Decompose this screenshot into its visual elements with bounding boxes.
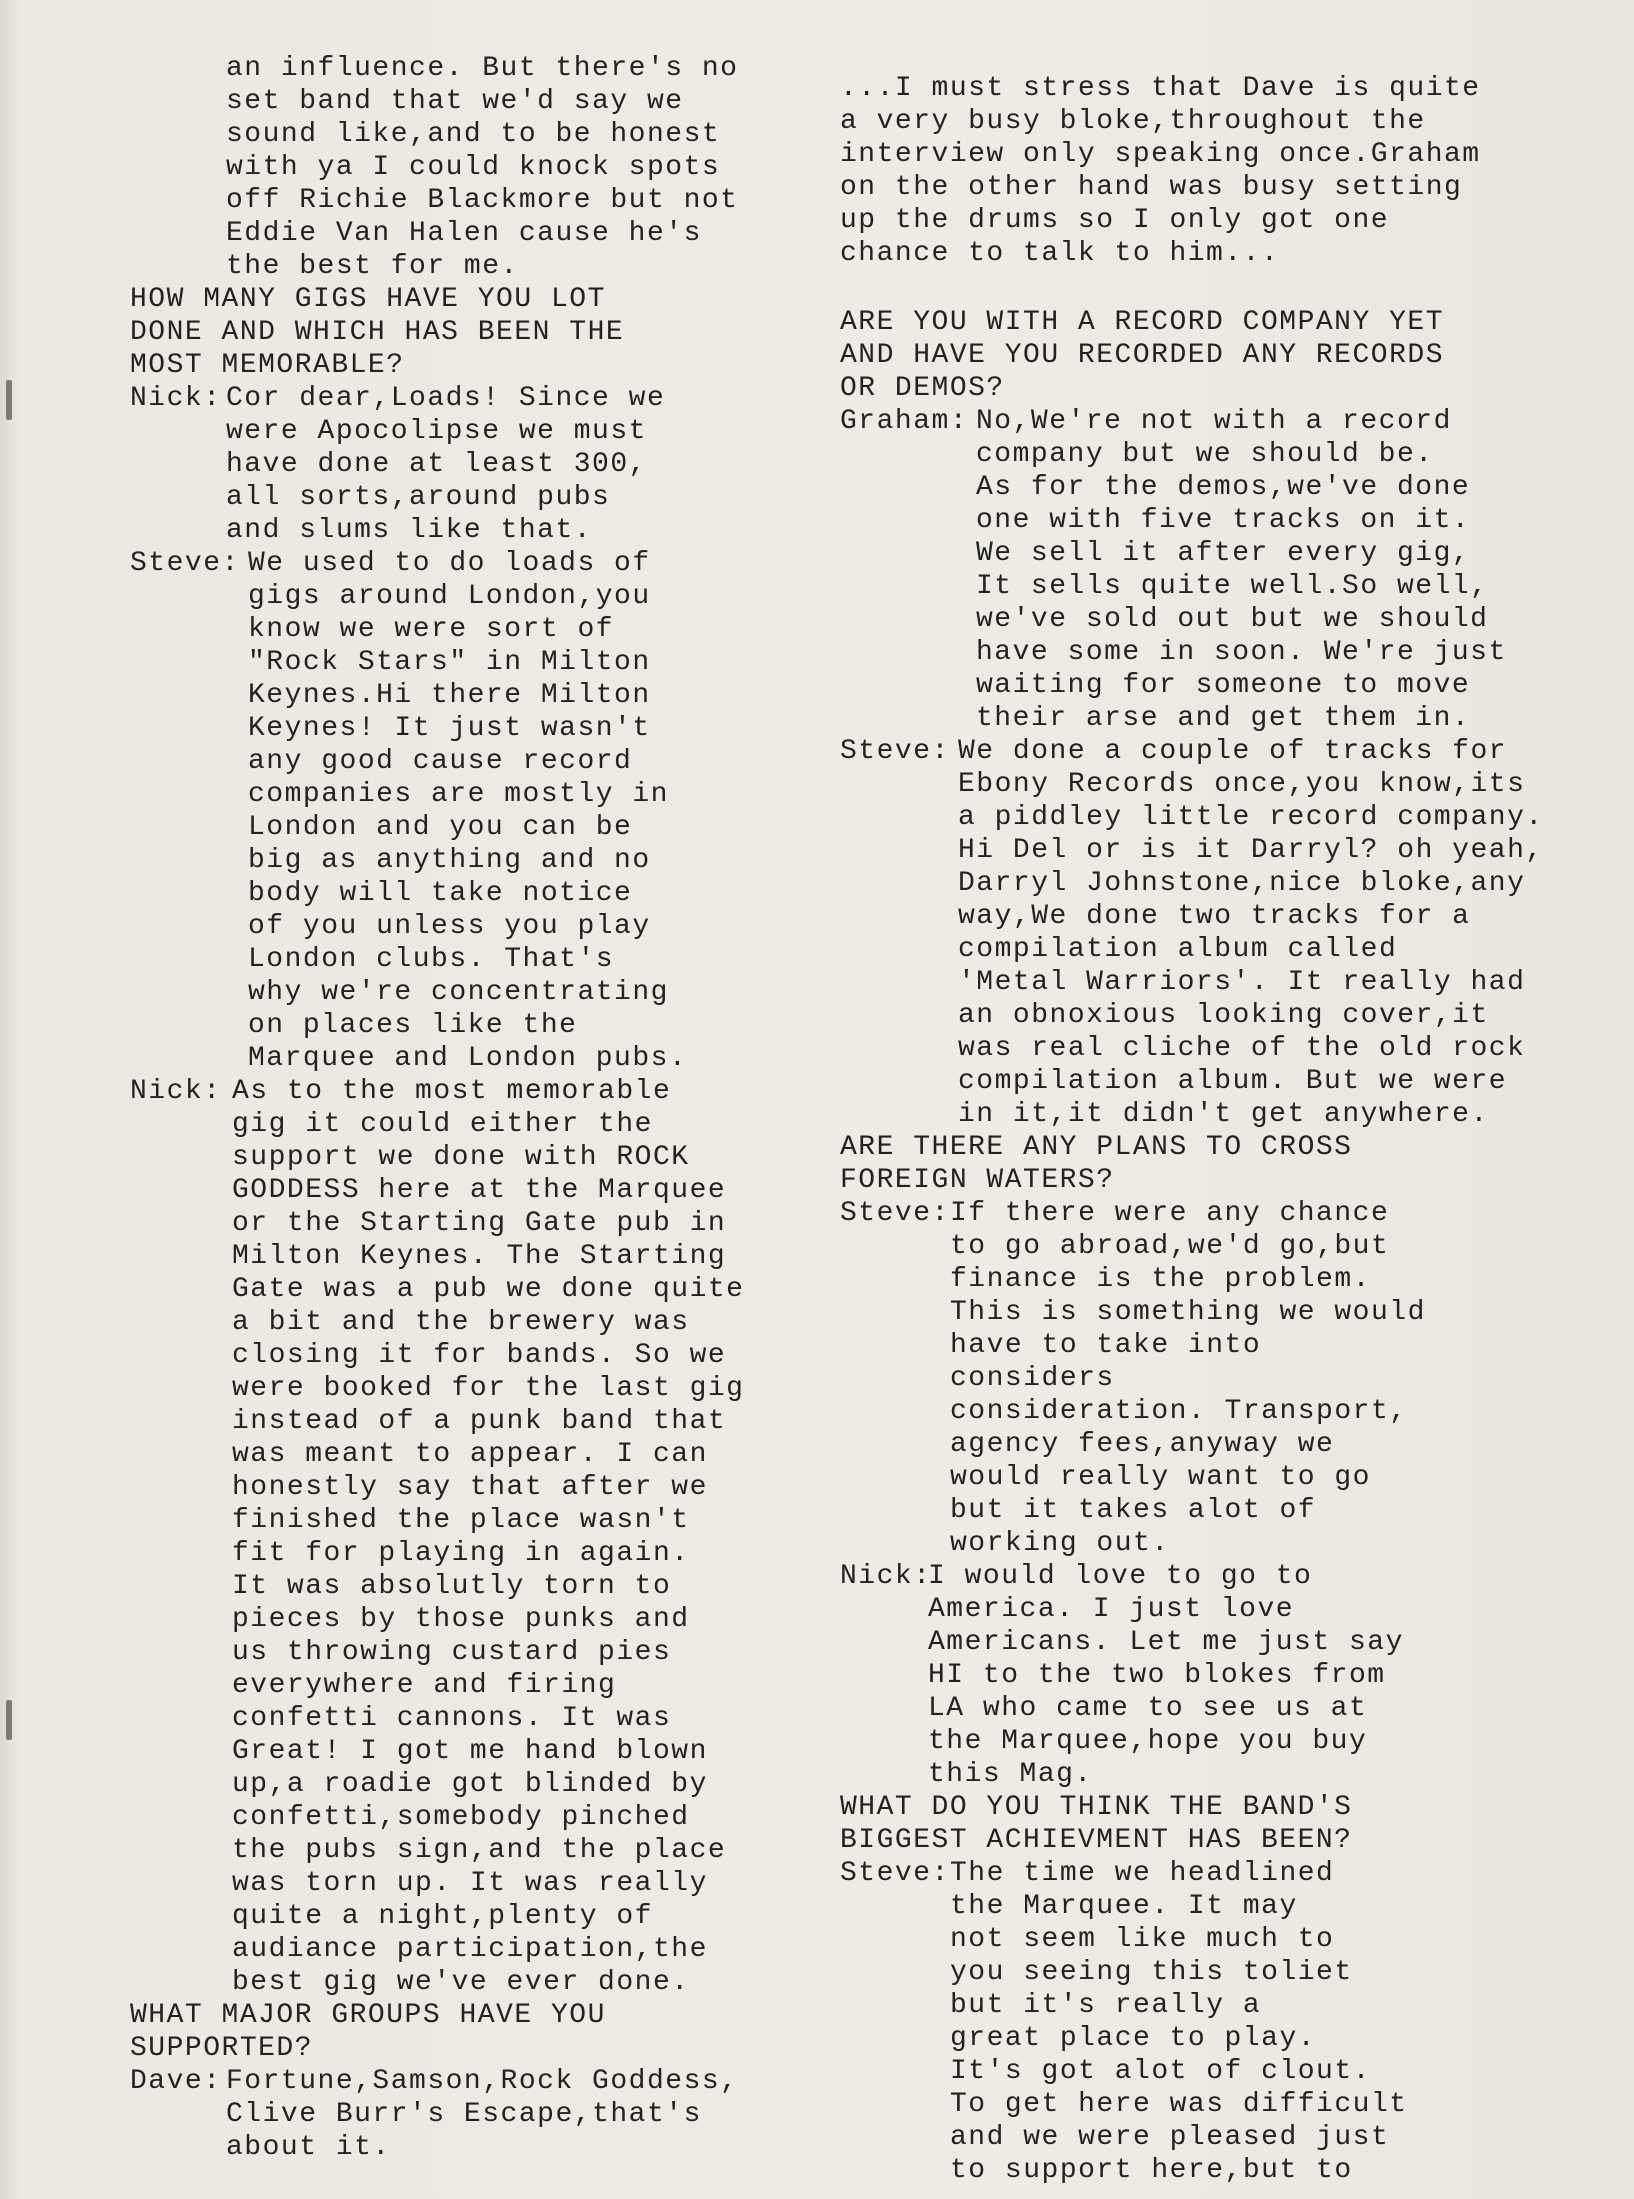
text-line: Hi Del or is it Darryl? oh yeah, (958, 835, 1544, 866)
text-line: everywhere and firing (232, 1670, 617, 1701)
text-line: the best for me. (226, 251, 519, 282)
text-line: were Apocolipse we must (226, 416, 647, 447)
text-line: a very busy bloke,throughout the (840, 106, 1426, 137)
speaker-label: Nick: (130, 383, 222, 414)
text-line: Milton Keynes. The Starting (232, 1241, 727, 1272)
speaker-label: Steve: (840, 736, 950, 767)
text-line: Americans. Let me just say (928, 1627, 1404, 1658)
text-line: We done a couple of tracks for (958, 736, 1508, 767)
text-line: Keynes.Hi there Milton (248, 680, 651, 711)
speaker-label: Nick: (130, 1076, 222, 1107)
question-line: ARE YOU WITH A RECORD COMPANY YET (840, 307, 1444, 338)
text-line: an influence. But there's no (226, 53, 739, 84)
answer-steve-records (840, 735, 1600, 1131)
text-line: It's got alot of clout. (950, 2056, 1371, 2087)
text-line: compilation album called (958, 934, 1398, 965)
text-line: would really want to go (950, 1462, 1371, 1493)
text-line: we've sold out but we should (976, 604, 1489, 635)
text-line: sound like,and to be honest (226, 119, 721, 150)
text-line: LA who came to see us at (928, 1693, 1368, 1724)
text-line: company but we should be. (976, 439, 1434, 470)
speaker-label: Graham: (840, 406, 969, 437)
text-line: up the drums so I only got one (840, 205, 1390, 236)
text-line: If there were any chance (950, 1198, 1390, 1229)
text-line: Gate was a pub we done quite (232, 1274, 745, 1305)
text-line: best gig we've ever done. (232, 1967, 690, 1998)
text-line: 'Metal Warriors'. It really had (958, 967, 1526, 998)
text-line: London and you can be (248, 812, 633, 843)
text-line: confetti,somebody pinched (232, 1802, 690, 1833)
text-line: Ebony Records once,you know,its (958, 769, 1526, 800)
text-line: HI to the two blokes from (928, 1660, 1386, 1691)
question-line: BIGGEST ACHIEVMENT HAS BEEN? (840, 1825, 1353, 1856)
staple-mark (6, 1700, 12, 1740)
text-line: but it takes alot of (950, 1495, 1317, 1526)
answer-nick (130, 382, 830, 547)
text-line: companies are mostly in (248, 779, 669, 810)
text-line: was real cliche of the old rock (958, 1033, 1526, 1064)
question-line: WHAT DO YOU THINK THE BAND'S (840, 1792, 1353, 1823)
text-line: "Rock Stars" in Milton (248, 647, 651, 678)
text-line: an obnoxious looking cover,it (958, 1000, 1489, 1031)
text-line: any good cause record (248, 746, 633, 777)
intro-paragraph (130, 52, 830, 283)
question-supported (130, 1999, 830, 2065)
text-line: their arse and get them in. (976, 703, 1471, 734)
text-line: big as anything and no (248, 845, 651, 876)
text-line: Darryl Johnstone,nice bloke,any (958, 868, 1526, 899)
text-line: I would love to go to (928, 1561, 1313, 1592)
text-line: about it. (226, 2132, 391, 2163)
text-line: not seem like much to (950, 1924, 1335, 1955)
text-line: Eddie Van Halen cause he's (226, 218, 702, 249)
text-line: chance to talk to him... (840, 238, 1280, 269)
text-line: have some in soon. We're just (976, 637, 1507, 668)
text-line: have to take into (950, 1330, 1262, 1361)
text-line: agency fees,anyway we (950, 1429, 1335, 1460)
text-line: or the Starting Gate pub in (232, 1208, 727, 1239)
text-line: Great! I got me hand blown (232, 1736, 708, 1767)
text-line: body will take notice (248, 878, 633, 909)
question-achievement (840, 1791, 1600, 1857)
text-line: in it,it didn't get anywhere. (958, 1099, 1489, 1130)
question-line: ARE THERE ANY PLANS TO CROSS (840, 1132, 1353, 1163)
text-line: confetti cannons. It was (232, 1703, 672, 1734)
text-line: No,We're not with a record (976, 406, 1452, 437)
text-line: of you unless you play (248, 911, 651, 942)
text-line: the pubs sign,and the place (232, 1835, 727, 1866)
text-line: support we done with ROCK (232, 1142, 690, 1173)
question-line: AND HAVE YOU RECORDED ANY RECORDS (840, 340, 1444, 371)
text-line: The time we headlined (950, 1858, 1335, 1889)
text-line: working out. (950, 1528, 1170, 1559)
text-line: considers (950, 1363, 1115, 1394)
answer-dave (130, 2065, 830, 2164)
text-line: GODDESS here at the Marquee (232, 1175, 727, 1206)
text-line: and we were pleased just (950, 2122, 1390, 2153)
text-line: As for the demos,we've done (976, 472, 1471, 503)
text-line: off Richie Blackmore but not (226, 185, 739, 216)
text-line: It was absolutly torn to (232, 1571, 672, 1602)
speaker-label: Dave: (130, 2066, 222, 2097)
text-line: great place to play. (950, 2023, 1317, 2054)
speaker-label: Steve: (840, 1198, 950, 1229)
text-line: why we're concentrating (248, 977, 669, 1008)
text-line: one with five tracks on it. (976, 505, 1471, 536)
text-line: To get here was difficult (950, 2089, 1408, 2120)
text-line: on places like the (248, 1010, 578, 1041)
text-line: gigs around London,you (248, 581, 651, 612)
text-line: all sorts,around pubs (226, 482, 611, 513)
text-line: this Mag. (928, 1759, 1093, 1790)
question-line: MOST MEMORABLE? (130, 350, 405, 381)
question-record-company (840, 306, 1600, 405)
text-line: to go abroad,we'd go,but (950, 1231, 1390, 1262)
staple-mark (6, 380, 12, 420)
text-line: ...I must stress that Dave is quite (840, 73, 1481, 104)
text-line: but it's really a (950, 1990, 1262, 2021)
text-line: set band that we'd say we (226, 86, 684, 117)
question-foreign-waters (840, 1131, 1600, 1197)
text-line: Keynes! It just wasn't (248, 713, 651, 744)
answer-graham (840, 405, 1600, 735)
text-line: Marquee and London pubs. (248, 1043, 688, 1074)
text-line: This is something we would (950, 1297, 1426, 1328)
left-column (130, 52, 830, 2164)
text-line: was torn up. It was really (232, 1868, 708, 1899)
text-line: gig it could either the (232, 1109, 653, 1140)
text-line: quite a night,plenty of (232, 1901, 653, 1932)
text-line: finance is the problem. (950, 1264, 1371, 1295)
text-line: you seeing this toliet (950, 1957, 1353, 1988)
spacer (840, 270, 1600, 306)
right-column (840, 72, 1600, 2187)
text-line: the Marquee,hope you buy (928, 1726, 1368, 1757)
speaker-label: Nick: (840, 1561, 932, 1592)
text-line: on the other hand was busy setting (840, 172, 1463, 203)
text-line: consideration. Transport, (950, 1396, 1408, 1427)
text-line: instead of a punk band that (232, 1406, 727, 1437)
answer-steve-achievement (840, 1857, 1600, 2187)
answer-nick-memorable (130, 1075, 830, 1999)
text-line: As to the most memorable (232, 1076, 672, 1107)
answer-steve (130, 547, 830, 1075)
text-line: We sell it after every gig, (976, 538, 1471, 569)
question-line: WHAT MAJOR GROUPS HAVE YOU (130, 2000, 606, 2031)
text-line: fit for playing in again. (232, 1538, 690, 1569)
text-line: was meant to appear. I can (232, 1439, 708, 1470)
speaker-label: Steve: (840, 1858, 950, 1889)
text-line: to support here,but to (950, 2155, 1353, 2186)
question-gigs (130, 283, 830, 382)
text-line: have done at least 300, (226, 449, 647, 480)
text-line: waiting for someone to move (976, 670, 1471, 701)
text-line: interview only speaking once.Graham (840, 139, 1481, 170)
question-line: FOREIGN WATERS? (840, 1165, 1115, 1196)
text-line: and slums like that. (226, 515, 593, 546)
text-line: a bit and the brewery was (232, 1307, 690, 1338)
text-line: honestly say that after we (232, 1472, 708, 1503)
text-line: with ya I could knock spots (226, 152, 721, 183)
question-line: DONE AND WHICH HAS BEEN THE (130, 317, 625, 348)
text-line: Clive Burr's Escape,that's (226, 2099, 702, 2130)
answer-steve-abroad (840, 1197, 1600, 1560)
speaker-label: Steve: (130, 548, 240, 579)
text-line: Cor dear,Loads! Since we (226, 383, 666, 414)
text-line: a piddley little record company. (958, 802, 1544, 833)
text-line: compilation album. But we were (958, 1066, 1508, 1097)
text-line: know we were sort of (248, 614, 615, 645)
text-line: pieces by those punks and (232, 1604, 690, 1635)
answer-nick-america (840, 1560, 1600, 1791)
text-line: audiance participation,the (232, 1934, 708, 1965)
text-line: the Marquee. It may (950, 1891, 1298, 1922)
text-line: London clubs. That's (248, 944, 615, 975)
text-line: were booked for the last gig (232, 1373, 745, 1404)
question-line: SUPPORTED? (130, 2033, 314, 2064)
intro-note (840, 72, 1600, 270)
text-line: America. I just love (928, 1594, 1295, 1625)
text-line: way,We done two tracks for a (958, 901, 1471, 932)
text-line: Fortune,Samson,Rock Goddess, (226, 2066, 739, 2097)
text-line: closing it for bands. So we (232, 1340, 727, 1371)
question-line: HOW MANY GIGS HAVE YOU LOT (130, 284, 606, 315)
question-line: OR DEMOS? (840, 373, 1005, 404)
text-line: finished the place wasn't (232, 1505, 690, 1536)
text-line: us throwing custard pies (232, 1637, 672, 1668)
text-line: We used to do loads of (248, 548, 651, 579)
text-line: up,a roadie got blinded by (232, 1769, 708, 1800)
text-line: It sells quite well.So well, (976, 571, 1489, 602)
